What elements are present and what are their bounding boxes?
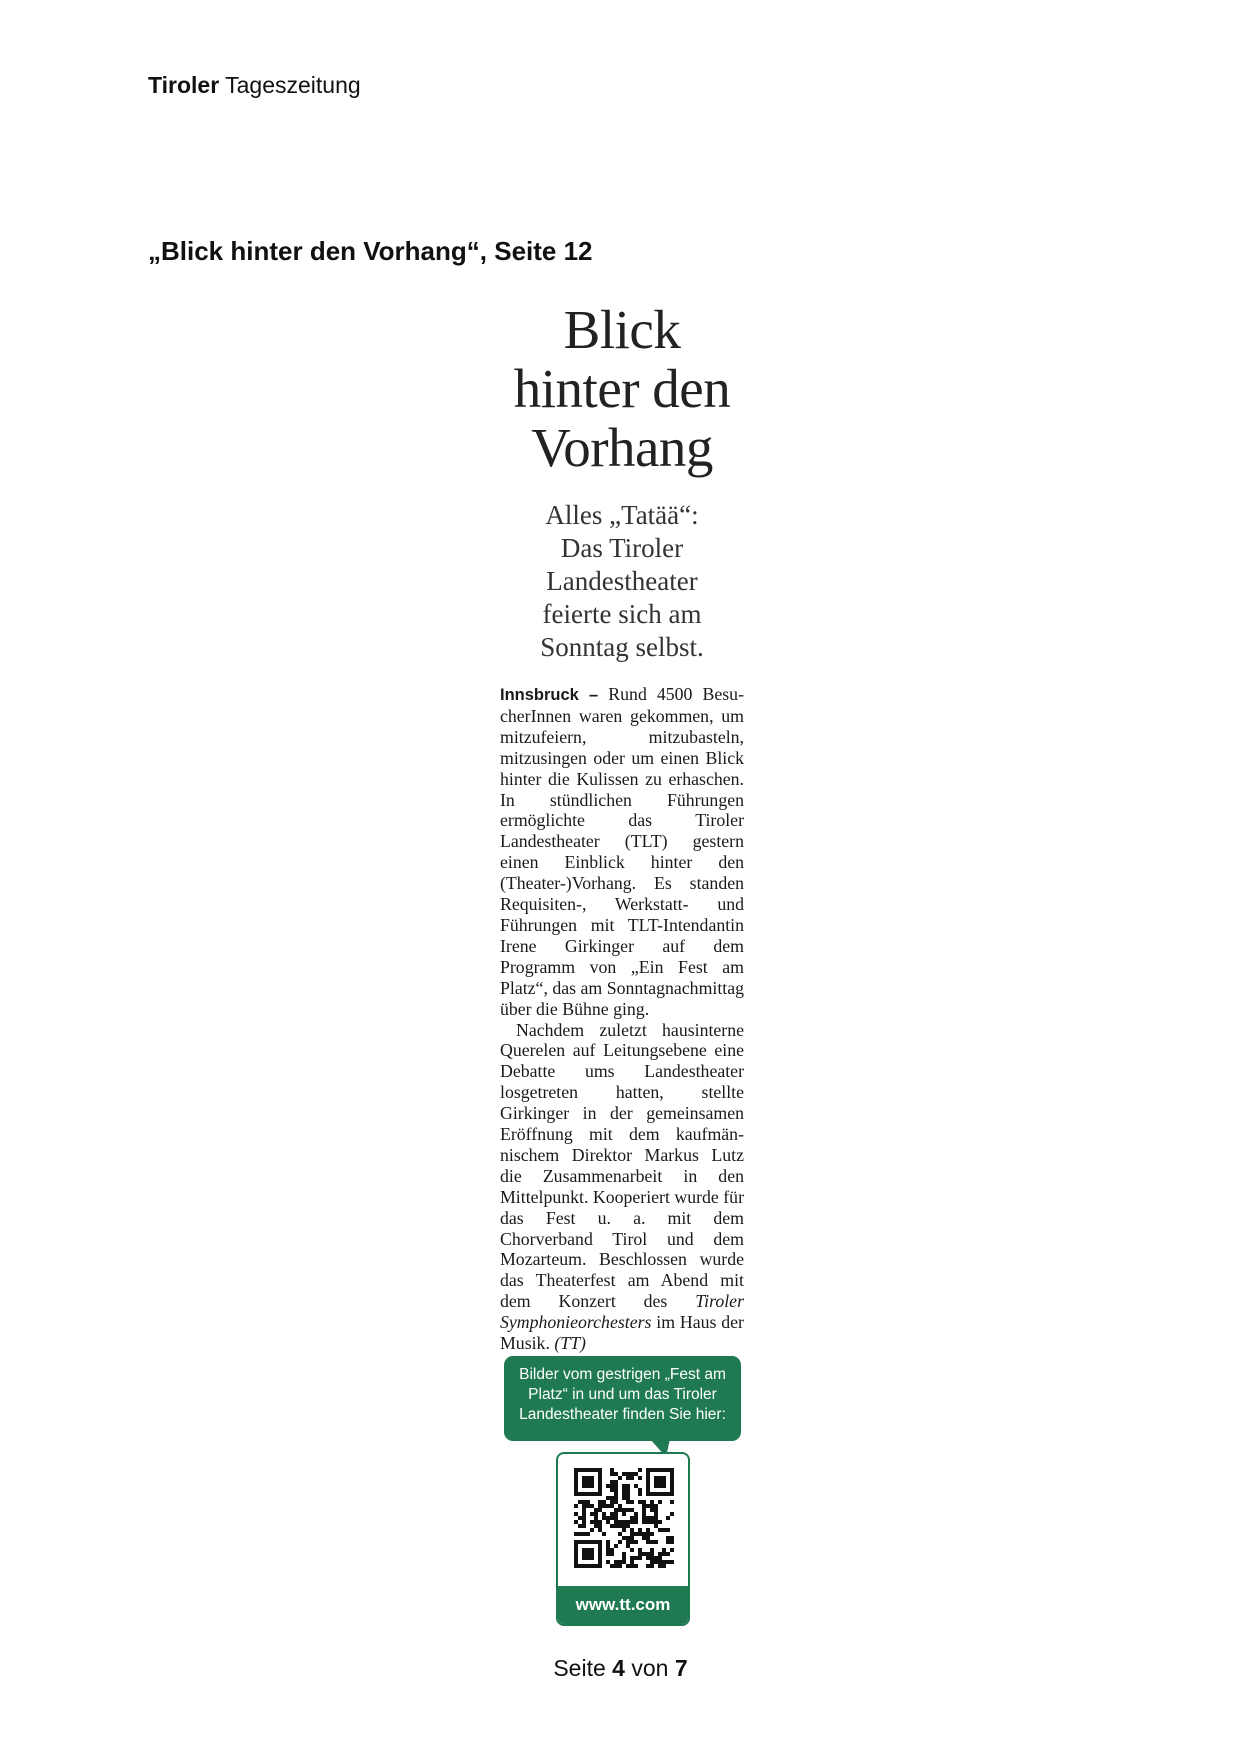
paragraph-text: Nachdem zuletzt hausinterne Querelen auf Leitungsebene eine Debatte ums Landestheater losgetreten hatten, stellte Girkinger in der gemeinsamen Eröffnung mit dem kaufmännischem Direktor Markus Lutz die Zusammenarbeit in den Mittelpunkt. Kooperiert wurde für das Fest u. a. mit dem Chorverband Tirol und dem Mozarteum. Beschlossen wurde das Theaterfest am Abend mit dem Konzert des bbox=[500, 1019, 744, 1312]
headline-line: hinter den bbox=[513, 358, 731, 419]
subhead-line: Landestheater bbox=[546, 566, 698, 596]
paragraph-text: Rund 4500 BesucherInnen waren gekommen, um mitzufeiern, mitzubasteln, mitzusingen oder um einen Blick hinter die Kulissen zu erhaschen. In stündlichen Führungen ermöglichte das Tiroler Landestheater (TLT) gestern einen Einblick hinter den (Theater-)Vorhang. Es standen Requisiten-, Werkstatt- und Führungen mit TLT-Intendantin Irene Girkinger auf dem Programm von „Ein Fest am Platz“, das am Sonntagnachmittag über die Bühne ging. bbox=[500, 684, 744, 1019]
promo-bubble: Bilder vom gestrigen „Fest am Platz“ in und um das Tiroler Landestheater finden Sie hier: bbox=[504, 1356, 741, 1441]
article bbox=[500, 300, 744, 1354]
headline bbox=[500, 300, 744, 477]
promo-url[interactable]: www.tt.com bbox=[558, 1586, 688, 1624]
paragraph bbox=[500, 684, 744, 1020]
page-label: Seite bbox=[553, 1655, 606, 1681]
subhead-line: Sonntag selbst. bbox=[540, 632, 704, 662]
author-signature: (TT) bbox=[554, 1333, 586, 1354]
page-total: 7 bbox=[674, 1655, 688, 1681]
subhead-line: feierte sich am bbox=[542, 599, 702, 629]
publication-name bbox=[148, 72, 361, 99]
clip-title: „Blick hinter den Vorhang“, Seite 12 bbox=[148, 236, 593, 266]
paragraph-text: im Haus der Musik. bbox=[500, 1312, 744, 1354]
page-of: von bbox=[631, 1655, 669, 1681]
subheadline bbox=[500, 499, 744, 664]
qr-code-box[interactable] bbox=[556, 1452, 690, 1626]
paragraph bbox=[500, 1020, 744, 1355]
subhead-line: Das Tiroler bbox=[560, 533, 684, 563]
publication-name-bold: Tiroler bbox=[148, 72, 220, 98]
headline-line: Blick bbox=[563, 299, 681, 360]
qr-code-icon[interactable] bbox=[574, 1468, 674, 1568]
subhead-line: Alles „Tatää“: bbox=[545, 500, 699, 530]
page-footer bbox=[0, 1655, 1241, 1682]
publication-name-regular: Tageszeitung bbox=[225, 72, 361, 98]
orchestra-name: Tiroler Symphonieorchesters bbox=[500, 1291, 744, 1333]
page-current: 4 bbox=[612, 1655, 625, 1681]
dateline: Innsbruck – bbox=[500, 686, 599, 704]
article-body bbox=[500, 684, 744, 1354]
headline-line: Vorhang bbox=[531, 417, 713, 478]
